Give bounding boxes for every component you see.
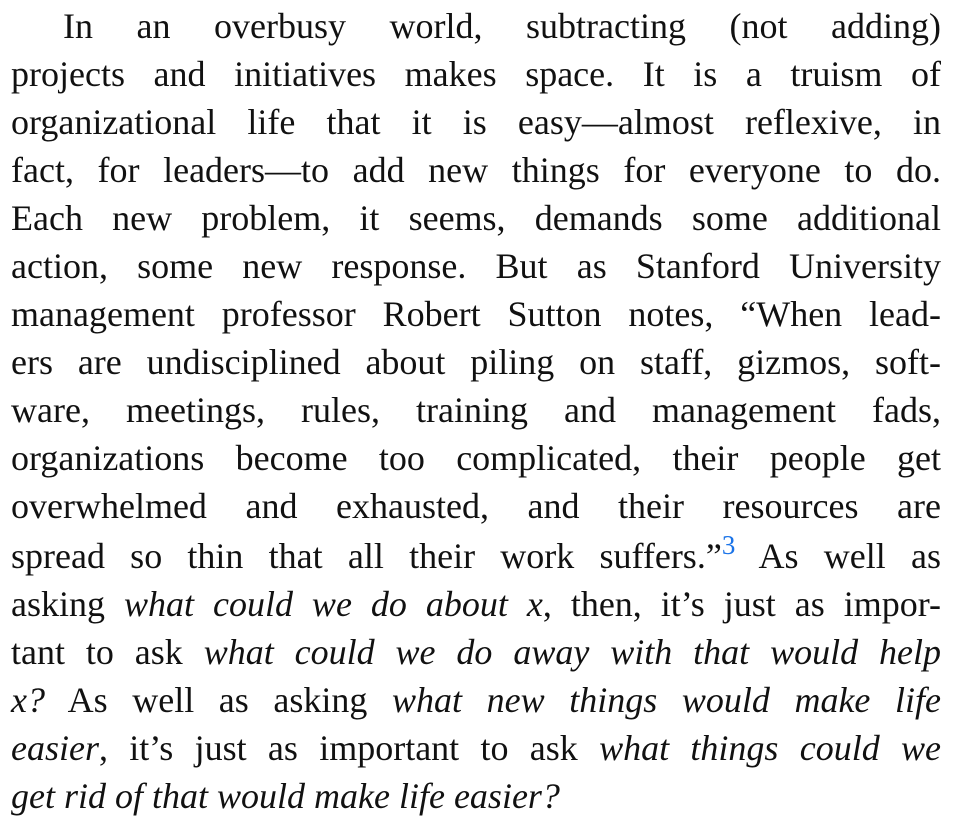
text-page [11,0,941,824]
paragraph-line-5: Each new problem, it seems, demands some additional [11,198,941,238]
important-to-ask-text: , it’s just as important to ask [98,728,600,768]
paragraph-line-7: management professor Robert Sutton notes, “When lead- [11,294,941,334]
quote-end-text: spread so thin that all their work suffers.” [11,536,722,576]
paragraph-line-1: In an overbusy world, subtracting (not adding) [63,6,941,46]
paragraph-line-11: overwhelmed and exhausted, and their resources are [11,486,941,526]
italic-question: x? [11,680,45,720]
paragraph-line-16 [11,724,941,772]
italic-question: what could we do away with that would help [203,632,941,672]
as-well-as-text: As well as [735,536,941,576]
as-well-as-asking-text: As well as asking [44,680,392,720]
footnote-marker[interactable]: 3 [721,530,736,560]
paragraph-line-8: ers are undisciplined about piling on staff, gizmos, soft- [11,342,941,382]
then-text: , then, it’s just as impor- [542,584,941,624]
paragraph-line-10: organizations become too complicated, their people get [11,438,941,478]
italic-question: get rid of that would make life easier? [11,776,560,816]
italic-question: easier [11,728,99,768]
asking-text: asking [11,584,124,624]
paragraph-line-13 [11,580,941,628]
paragraph-line-9: ware, meetings, rules, training and management fads, [11,390,941,430]
tant-to-ask-text: tant to ask [11,632,204,672]
paragraph-line-2: projects and initiatives makes space. It is a truism of [11,54,941,94]
italic-question: what could we do about x [123,584,543,624]
italic-question: what new things would make life [392,680,941,720]
paragraph-line-17 [11,772,560,820]
paragraph-line-3: organizational life that it is easy—almost reflexive, in [11,102,941,142]
paragraph-line-12 [11,532,941,580]
paragraph-line-15 [11,676,941,724]
paragraph-line-14 [11,628,941,676]
paragraph-line-6: action, some new response. But as Stanford University [11,246,941,286]
italic-question: what things could we [599,728,942,768]
paragraph-line-4: fact, for leaders—to add new things for everyone to do. [11,150,941,190]
